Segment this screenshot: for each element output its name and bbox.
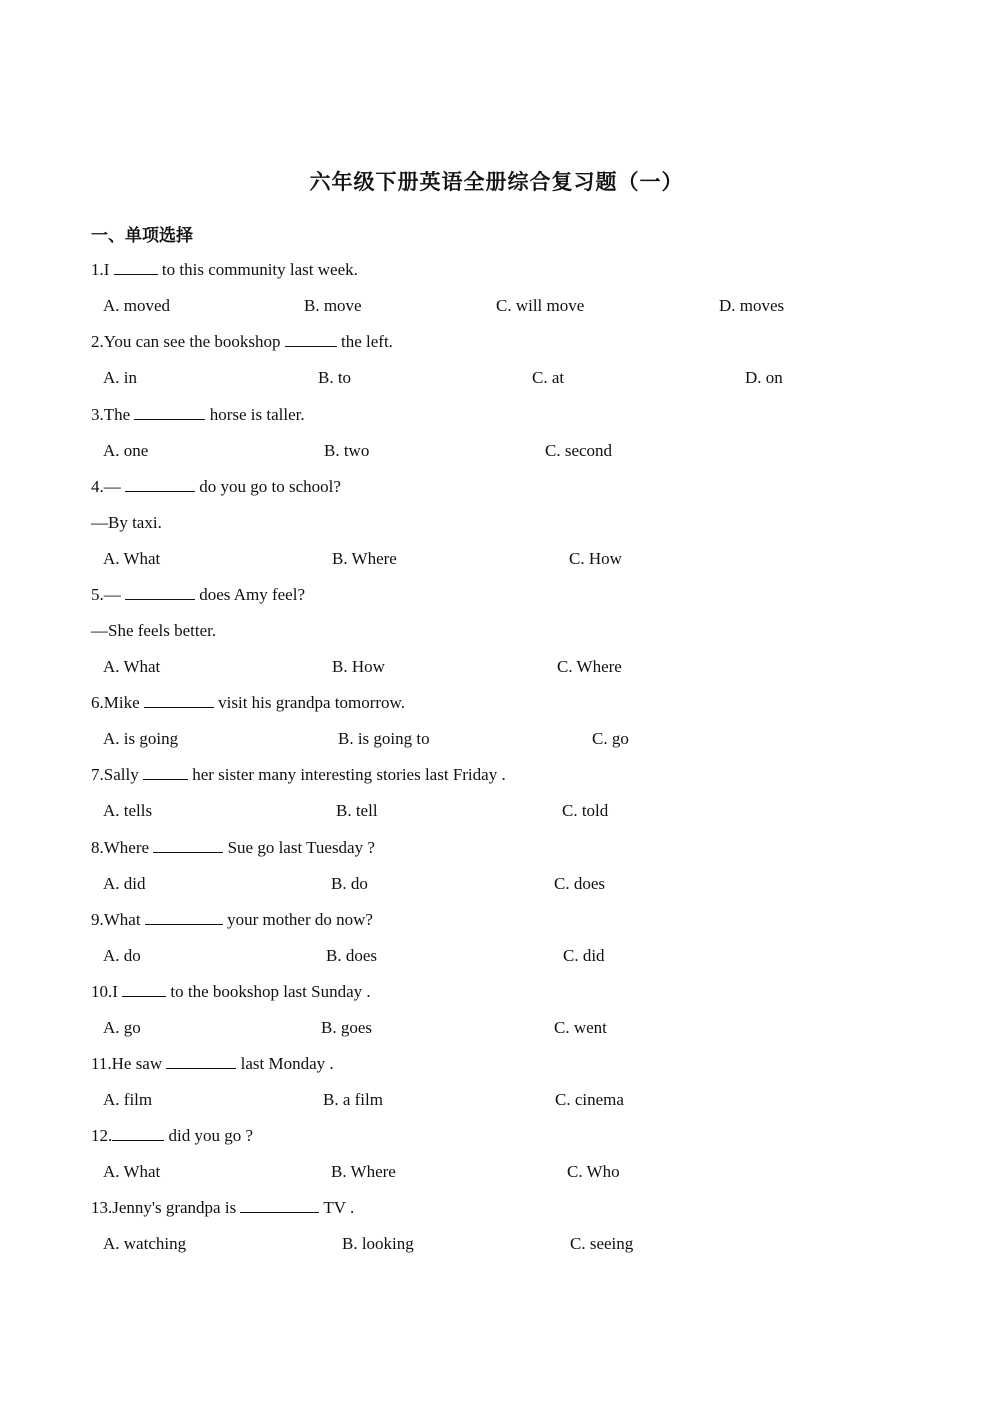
question-text: 9.What xyxy=(91,910,145,929)
question-text: visit his grandpa tomorrow. xyxy=(213,693,405,712)
option-b[interactable]: B. to xyxy=(318,368,352,387)
option-c[interactable]: C. will move xyxy=(496,296,585,315)
option-a[interactable]: A. is going xyxy=(103,729,179,748)
option-b[interactable]: B. do xyxy=(331,874,368,893)
option-a[interactable]: A. What xyxy=(103,657,161,676)
question-text: to the bookshop last Sunday . xyxy=(166,982,371,1001)
option-a[interactable]: A. one xyxy=(103,441,149,460)
option-b[interactable]: B. is going to xyxy=(338,729,430,748)
option-c[interactable]: C. seeing xyxy=(570,1234,634,1253)
question-6 xyxy=(91,692,405,714)
option-c[interactable]: C. cinema xyxy=(555,1090,624,1109)
page-title: 六年级下册英语全册综合复习题（一） xyxy=(309,169,684,194)
question-text: your mother do now? xyxy=(222,910,373,929)
question-text: does Amy feel? xyxy=(195,585,305,604)
option-c[interactable]: C. go xyxy=(592,729,629,748)
option-d[interactable]: D. moves xyxy=(719,296,785,315)
question-text: 2.You can see the bookshop xyxy=(91,332,285,351)
question-text: 8.Where xyxy=(91,838,154,857)
question-4 xyxy=(91,476,341,498)
question-3 xyxy=(91,404,305,426)
option-c[interactable]: C. second xyxy=(545,441,613,460)
question-text: 10.I xyxy=(91,982,123,1001)
question-reply: —By taxi. xyxy=(91,513,162,532)
question-text: horse is taller. xyxy=(205,405,305,424)
answer-blank xyxy=(134,404,205,420)
question-13 xyxy=(91,1197,354,1219)
option-a[interactable]: A. did xyxy=(103,874,146,893)
question-text: 5.— xyxy=(91,585,125,604)
option-b[interactable]: B. Where xyxy=(331,1162,396,1181)
option-a[interactable]: A. moved xyxy=(103,296,171,315)
answer-blank xyxy=(125,584,195,600)
option-c[interactable]: C. Who xyxy=(567,1162,620,1181)
question-10 xyxy=(91,981,371,1003)
option-a[interactable]: A. go xyxy=(103,1018,141,1037)
option-a[interactable]: A. What xyxy=(103,549,161,568)
question-text: do you go to school? xyxy=(195,477,341,496)
answer-blank xyxy=(240,1197,319,1213)
option-b[interactable]: B. does xyxy=(326,946,377,965)
question-2 xyxy=(91,331,393,353)
option-c[interactable]: C. at xyxy=(532,368,565,387)
answer-blank xyxy=(144,692,214,708)
question-1 xyxy=(91,259,358,281)
answer-blank xyxy=(114,259,158,275)
answer-blank xyxy=(153,837,223,853)
option-c[interactable]: C. told xyxy=(562,801,609,820)
question-text: did you go ? xyxy=(164,1126,254,1145)
option-c[interactable]: C. did xyxy=(563,946,605,965)
question-text: to this community last week. xyxy=(157,260,358,279)
option-b[interactable]: B. Where xyxy=(332,549,397,568)
option-a[interactable]: A. watching xyxy=(103,1234,187,1253)
question-reply: —She feels better. xyxy=(91,621,217,640)
answer-blank xyxy=(112,1125,164,1141)
question-text: last Monday . xyxy=(236,1054,334,1073)
question-text: 6.Mike xyxy=(91,693,144,712)
option-a[interactable]: A. What xyxy=(103,1162,161,1181)
option-b[interactable]: B. How xyxy=(332,657,385,676)
option-b[interactable]: B. a film xyxy=(323,1090,383,1109)
question-5 xyxy=(91,584,305,606)
answer-blank xyxy=(122,981,166,997)
option-d[interactable]: D. on xyxy=(745,368,783,387)
option-a[interactable]: A. do xyxy=(103,946,141,965)
question-text: 4.— xyxy=(91,477,125,496)
option-c[interactable]: C. went xyxy=(554,1018,607,1037)
option-c[interactable]: C. How xyxy=(569,549,622,568)
option-b[interactable]: B. looking xyxy=(342,1234,414,1253)
answer-blank xyxy=(166,1053,236,1069)
question-8 xyxy=(91,837,375,859)
answer-blank xyxy=(143,764,188,780)
question-7 xyxy=(91,764,506,786)
option-b[interactable]: B. two xyxy=(324,441,370,460)
answer-blank xyxy=(145,909,223,925)
answer-blank xyxy=(285,331,337,347)
question-text: 3.The xyxy=(91,405,135,424)
question-text: 1.I xyxy=(91,260,114,279)
question-text: 11.He saw xyxy=(91,1054,167,1073)
question-text: 12. xyxy=(91,1126,113,1145)
question-text: the left. xyxy=(336,332,393,351)
option-b[interactable]: B. goes xyxy=(321,1018,372,1037)
option-a[interactable]: A. film xyxy=(103,1090,153,1109)
question-text: her sister many interesting stories last Friday . xyxy=(187,765,506,784)
question-11 xyxy=(91,1053,334,1075)
question-12 xyxy=(91,1125,253,1147)
question-9 xyxy=(91,909,373,931)
question-text: 7.Sally xyxy=(91,765,143,784)
section-heading: 一、单项选择 xyxy=(91,226,193,246)
option-b[interactable]: B. move xyxy=(304,296,362,315)
answer-blank xyxy=(125,476,195,492)
question-text: Sue go last Tuesday ? xyxy=(223,838,375,857)
option-c[interactable]: C. Where xyxy=(557,657,622,676)
option-a[interactable]: A. in xyxy=(103,368,137,387)
option-b[interactable]: B. tell xyxy=(336,801,378,820)
option-c[interactable]: C. does xyxy=(554,874,605,893)
question-text: TV . xyxy=(319,1198,355,1217)
question-text: 13.Jenny's grandpa is xyxy=(91,1198,241,1217)
option-a[interactable]: A. tells xyxy=(103,801,153,820)
